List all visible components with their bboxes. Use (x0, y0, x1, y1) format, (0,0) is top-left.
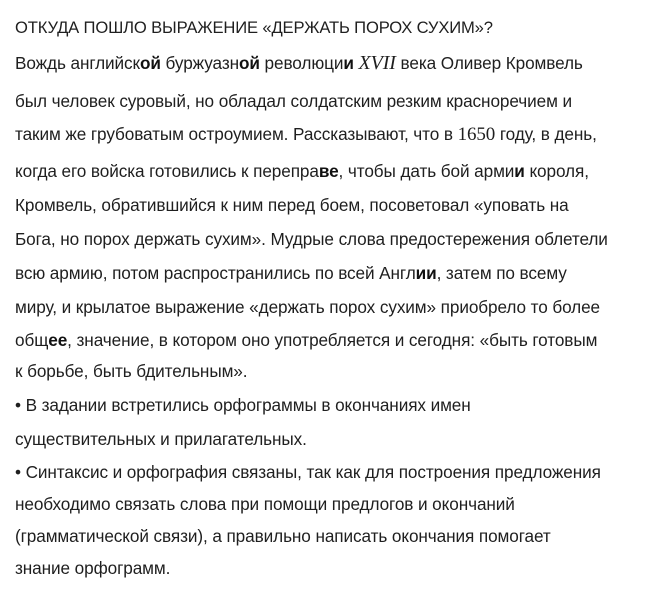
ending-highlight: ии (415, 263, 437, 283)
text-line-9 (15, 329, 664, 351)
text-fragment: , затем по всему (436, 263, 567, 283)
text-line-3 (15, 123, 664, 146)
ending-highlight: и (343, 53, 354, 73)
text-fragment: буржуазн (160, 53, 239, 73)
ending-highlight: ее (48, 330, 68, 350)
text-fragment: всю армию, потом распространились по всей Англ (15, 263, 416, 283)
text-fragment: году, в день, (495, 124, 597, 144)
bullet-line-2: • Синтаксис и орфография связаны, так как для построения предложения (15, 462, 601, 482)
text-fragment: века Оливер Кромвель (395, 53, 583, 73)
text-fragment: общ (15, 330, 49, 350)
bullet-line-1: • В задании встретились орфограммы в окончаниях имен (15, 395, 471, 415)
ending-highlight: и (514, 161, 525, 181)
page-title: ОТКУДА ПОШЛО ВЫРАЖЕНИЕ «ДЕРЖАТЬ ПОРОХ СУХИМ»? (15, 18, 493, 37)
text-fragment: когда его войска готовились к перепра (15, 161, 319, 181)
text-line-5: Кромвель, обратившийся к ним перед боем, посоветовал «уповать на (15, 195, 569, 215)
text-line-16: знание орфограмм. (15, 558, 171, 578)
text-line-1 (15, 52, 664, 74)
text-line-7 (15, 262, 664, 284)
text-line-2: был человек суровый, но обладал солдатским резким красноречием и (15, 91, 572, 111)
text-line-15: (грамматической связи), а правильно написать окончания помогает (15, 526, 551, 546)
text-line-8: миру, и крылатое выражение «держать порох сухим» приобрело то более (15, 297, 601, 317)
ending-highlight: ой (139, 53, 161, 73)
text-fragment: Вождь английск (15, 53, 140, 73)
roman-numeral-century: XVII (358, 52, 396, 74)
text-line-4 (15, 160, 664, 182)
text-fragment: короля, (524, 161, 589, 181)
ending-highlight: ой (239, 53, 260, 73)
text-line-14: необходимо связать слова при помощи предлогов и окончаний (15, 494, 515, 514)
year-number: 1650 (457, 124, 496, 145)
text-line-12: существительных и прилагательных. (15, 429, 307, 449)
text-fragment: , значение, в котором оно употребляется и сегодня: «быть готовым (67, 330, 598, 350)
text-line-10: к борьбе, быть бдительным». (15, 361, 248, 381)
text-fragment: таким же грубоватым остроумием. Рассказывают, что в (15, 124, 458, 144)
text-fragment: революци (259, 53, 344, 73)
ending-highlight: ве (318, 161, 339, 181)
text-fragment: , чтобы дать бой арми (338, 161, 515, 181)
text-line-6: Бога, но порох держать сухим». Мудрые слова предостережения облетели (15, 229, 608, 249)
